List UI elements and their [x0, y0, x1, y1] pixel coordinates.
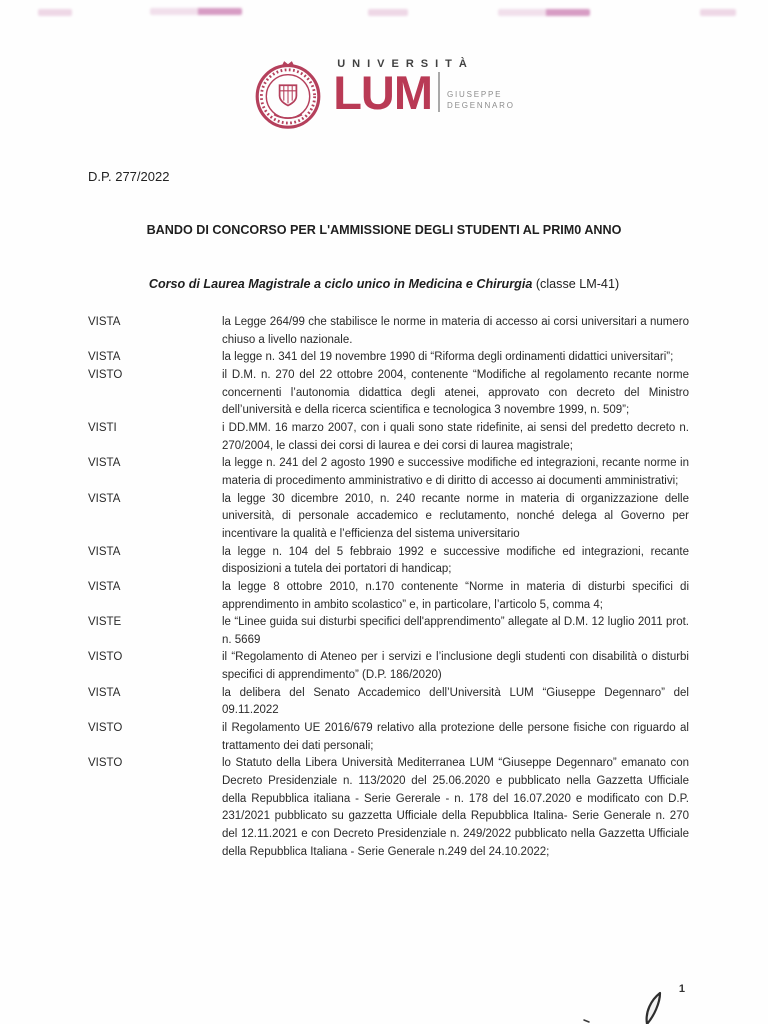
scan-artifact: [150, 8, 242, 15]
recital-label: VISTO: [88, 368, 123, 381]
logo-lum-text: LUM: [333, 65, 433, 119]
recitals-list: [88, 314, 689, 861]
recital-row: [88, 349, 689, 367]
logo-founder-name: GIUSEPPE DEGENNARO: [447, 90, 515, 110]
recital-row: [88, 685, 689, 720]
recital-label: VISTA: [88, 316, 121, 328]
scan-artifact: [498, 9, 590, 16]
university-logo: [0, 58, 768, 130]
decree-number: D.P. 277/2022: [88, 169, 170, 184]
recital-row: [88, 649, 689, 684]
logo-divider: [438, 72, 440, 112]
recital-label: VISTO: [88, 651, 123, 664]
recital-text: lo Statuto della Libera Università Mediterranea LUM “Giuseppe Degennaro” emanato con Decreto Presidenziale n. 113/2020 del 25.06.2020 e pubblicato nella Gazzetta Ufficiale della Repubblica italiana - Serie Gererale - n. 178 del 16.07.2020 e modificato con D.P. 231/2021 pubblicato su gazzetta Ufficiale della Repubblica Italina- Serie Generale n. 270 del 12.11.2021 e con Decreto Presidenziale n. 249/2022 pubblicato nella Gazzetta Ufficiale della Repubblica Italiana - Serie Generale n.249 del 24.10.2022;: [222, 757, 689, 858]
recital-row: [88, 420, 689, 455]
recital-text: la legge 30 dicembre 2010, n. 240 recante norme in materia di organizzazione delle università, di personale accademico e reclutamento, nonché delega al Governo per incentivare la qualità e l’efficienza del sistema universitario: [222, 492, 689, 540]
recital-row: [88, 367, 689, 420]
recital-text: la legge n. 341 del 19 novembre 1990 di “Riforma degli ordinamenti didattici universitari”;: [222, 351, 674, 364]
recital-label: VISTA: [88, 580, 121, 593]
logo-universita-text: UNIVERSITÀ: [337, 58, 474, 70]
signature-mark: [570, 985, 690, 1024]
recital-row: [88, 314, 689, 349]
recital-text: la delibera del Senato Accademico dell’Università LUM “Giuseppe Degennaro” del 09.11.2022: [222, 686, 689, 717]
recital-row: [88, 720, 689, 755]
recital-row: [88, 755, 689, 861]
recital-label: VISTA: [88, 545, 121, 558]
recital-label: VISTO: [88, 722, 123, 735]
recital-text: i DD.MM. 16 marzo 2007, con i quali sono state ridefinite, ai sensi del predetto decreto n. 270/2004, le classi dei corsi di laurea e dei corsi di laurea magistrale;: [222, 421, 689, 452]
university-seal-icon: [253, 60, 323, 130]
page-title: BANDO DI CONCORSO PER L'AMMISSIONE DEGLI STUDENTI AL PRIM0 ANNO: [146, 223, 622, 237]
scan-artifact: [38, 9, 72, 16]
recital-text: il Regolamento UE 2016/679 relativo alla protezione delle persone fisiche con riguardo al trattamento dei dati personali;: [222, 722, 689, 752]
recital-text: il “Regolamento di Ateneo per i servizi e l’inclusione degli studenti con disabilità o disturbi specifici di apprendimento” (D.P. 186/2020): [222, 651, 689, 682]
course-name: Corso di Laurea Magistrale a ciclo unico in Medicina e Chirurgia: [148, 277, 533, 291]
recital-label: VISTI: [88, 421, 117, 434]
recital-label: VISTA: [88, 457, 121, 470]
recital-text: le “Linee guida sui disturbi specifici dell'apprendimento” allegate al D.M. 12 luglio 2011 prot. n. 5669: [222, 616, 689, 646]
course-class: (classe LM-41): [532, 277, 620, 291]
recital-row: [88, 491, 689, 544]
scan-artifact: [700, 9, 736, 16]
recital-label: VISTA: [88, 492, 121, 505]
course-subtitle: [0, 277, 768, 291]
recital-row: [88, 455, 689, 490]
recital-label: VISTA: [88, 686, 121, 699]
recital-label: VISTA: [88, 351, 121, 364]
recital-text: la legge 8 ottobre 2010, n.170 contenente “Norme in materia di disturbi specifici di apprendimento in ambito scolastico” e, in particolare, l’articolo 5, comma 4;: [222, 580, 689, 611]
recital-row: [88, 579, 689, 614]
recital-text: la legge n. 104 del 5 febbraio 1992 e successive modifiche ed integrazioni, recante disposizioni a tutela dei portatori di handicap;: [222, 545, 689, 576]
recital-label: VISTO: [88, 757, 123, 770]
logo-wordmark: [333, 58, 515, 119]
recital-row: [88, 614, 689, 649]
recital-row: [88, 544, 689, 579]
recital-text: la legge n. 241 del 2 agosto 1990 e successive modifiche ed integrazioni, recante norme in materia di procedimento amministrativo e di diritto di accesso ai documenti amministrativi;: [222, 457, 689, 487]
scan-artifact: [368, 9, 408, 16]
recital-label: VISTE: [88, 616, 122, 629]
page-number: 1: [678, 983, 685, 995]
recital-text: la Legge 264/99 che stabilisce le norme in materia di accesso ai corsi universitari a numero chiuso a livello nazionale.: [222, 316, 689, 346]
recital-text: il D.M. n. 270 del 22 ottobre 2004, contenente “Modifiche al regolamento recante norme concernenti l’autonomia didattica degli atenei, approvato con decreto del Ministro dell’università e della ricerca scientifica e tecnologica 3 novembre 1999, n. 509”;: [222, 368, 689, 417]
